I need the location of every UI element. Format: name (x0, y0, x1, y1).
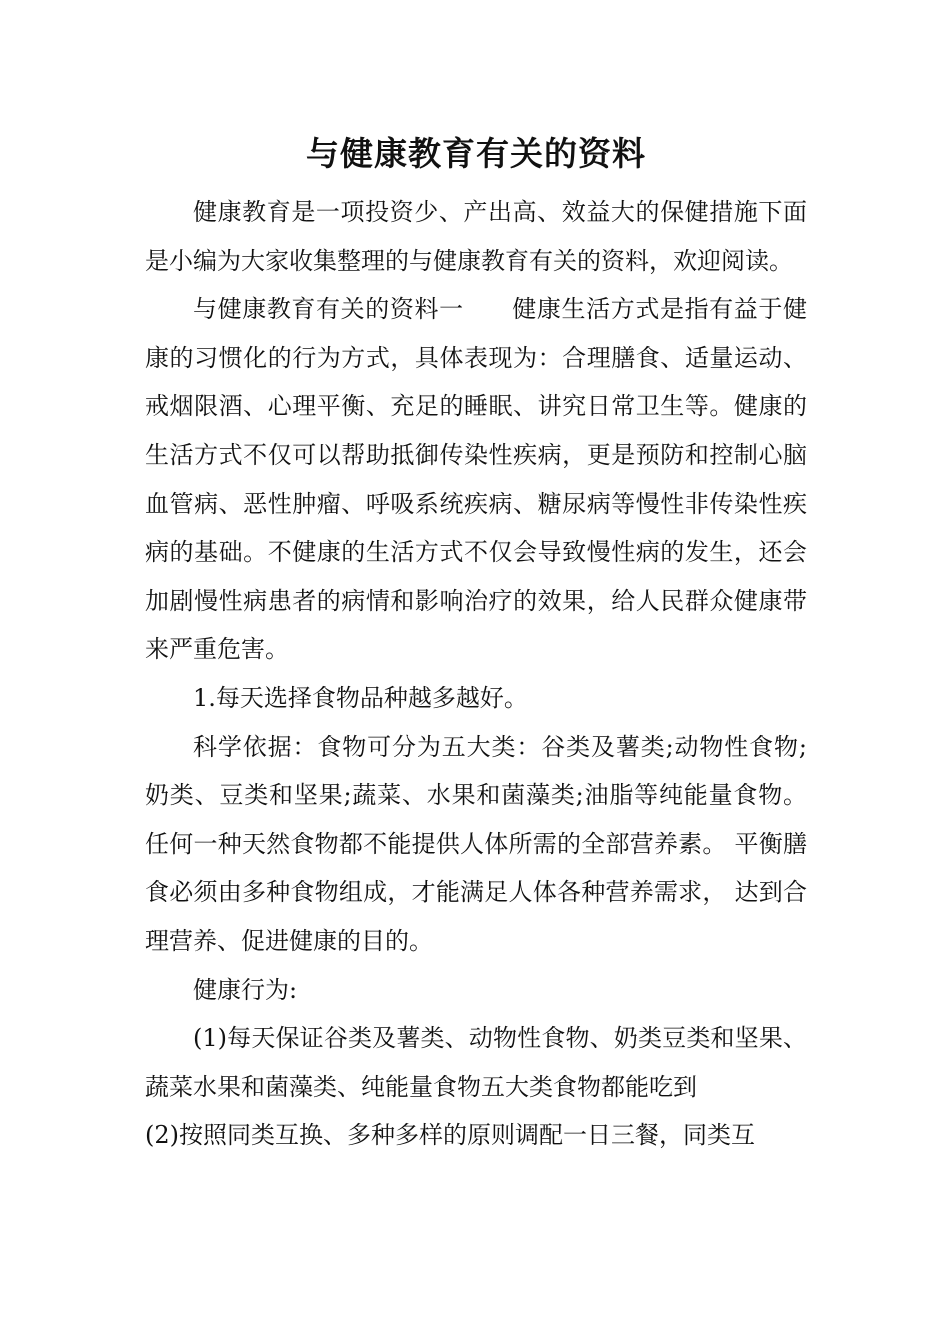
section-heading: 与健康教育有关的资料一 (193, 295, 464, 324)
behavior-item-2: (2)按照同类互换、多种多样的原则调配一日三餐，同类互 (145, 1121, 755, 1150)
scientific-basis-paragraph: 科学依据：食物可分为五大类：谷类及薯类;动物性食物;奶类、豆类和坚果;蔬菜、水果和菌藻类;油脂等纯能量食物。任何一种天然食物都不能提供人体所需的全部营养素。 平衡膳食必须由多种食物组成，才能满足人体各种营养需求， 达到合理营养、促进健康的目的。 (145, 732, 807, 955)
intro-paragraph: 健康教育是一项投资少、产出高、效益大的保健措施下面是小编为大家收集整理的与健康教育有关的资料，欢迎阅读。 (145, 198, 807, 275)
section-body: 健康生活方式是指有益于健康的习惯化的行为方式，具体表现为：合理膳食、适量运动、戒烟限酒、心理平衡、充足的睡眠、讲究日常卫生等。健康的生活方式不仅可以帮助抵御传染性疾病，更是预防和控制心脑血管病、恶性肿瘤、呼吸系统疾病、糖尿病等慢性非传染性疾病的基础。不健康的生活方式不仅会导致慢性病的发生，还会加剧慢性病患者的病情和影响治疗的效果，给人民群众健康带来严重危害。 (145, 295, 808, 664)
document-title: 与健康教育有关的资料 (306, 134, 646, 173)
health-behavior-label: 健康行为: (193, 975, 298, 1004)
document-page (145, 128, 807, 1160)
section-paragraph (145, 285, 807, 674)
list-item-1: 1.每天选择食物品种越多越好。 (193, 683, 528, 712)
behavior-item-1: (1)每天保证谷类及薯类、动物性食物、奶类豆类和坚果、蔬菜水果和菌藻类、纯能量食物五大类食物都能吃到 (145, 1024, 807, 1101)
